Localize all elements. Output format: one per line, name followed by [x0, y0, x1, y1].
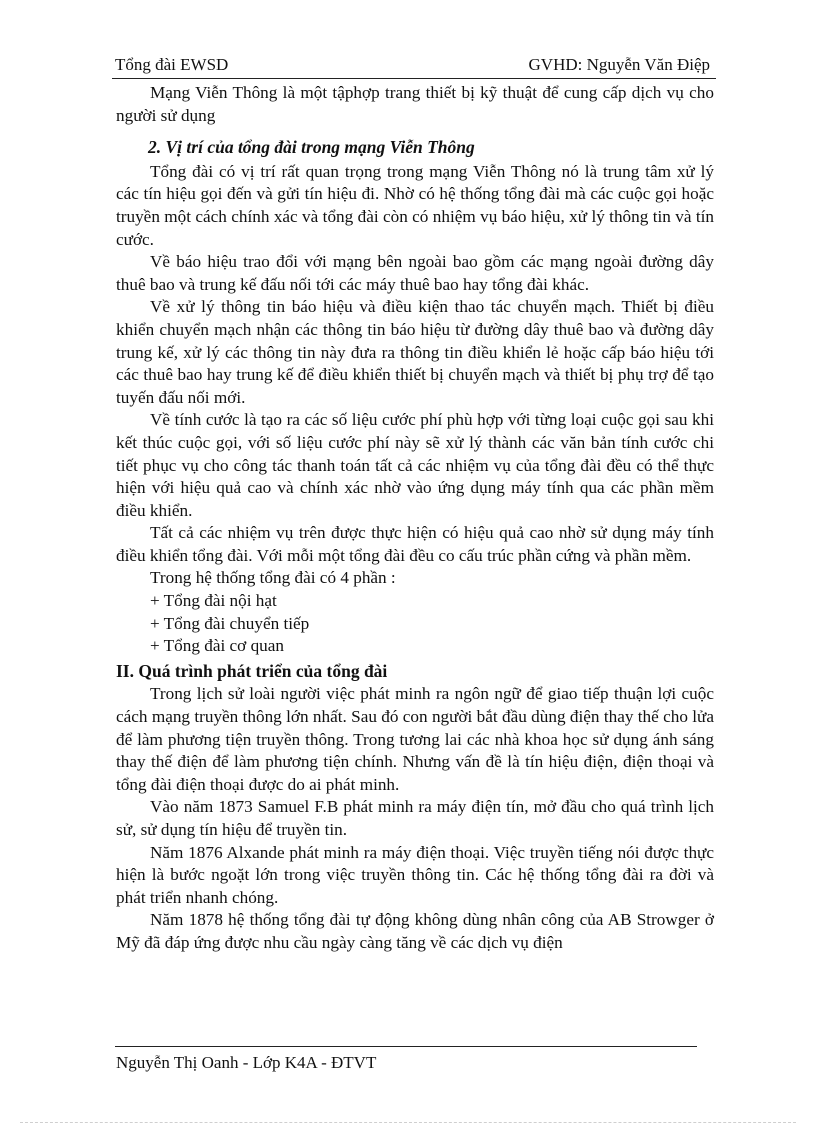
- list-item: + Tổng đài nội hạt: [150, 591, 277, 611]
- paragraph-3: Về xử lý thông tin báo hiệu và điều kiện thao tác chuyển mạch. Thiết bị điều khiển chuyển mạch nhận các thông tin báo hiệu từ đường dây thuê bao và đường dây trung kế, xử lý các thông tin này đưa ra thông tin điều khiển lẻ hoặc cấp báo hiệu tới các thuê bao hay trung kế để điều khiển thiết bị chuyển mạch và thiết bị phụ trợ để tạo tuyến đấu nối mới.: [116, 297, 714, 407]
- footer-divider: [115, 1046, 697, 1047]
- header-supervisor: GVHD: Nguyễn Văn Điệp: [528, 55, 710, 74]
- paragraph-9: Năm 1878 hệ thống tổng đài tự động không dùng nhân công của AB Strowger ở Mỹ đã đáp ứng được nhu cầu ngày càng tăng về các dịch vụ điện: [116, 910, 714, 952]
- header-title: Tổng đài EWSD: [115, 55, 229, 74]
- page-body: [116, 82, 714, 955]
- paragraph-7: Vào năm 1873 Samuel F.B phát minh ra máy điện tín, mở đầu cho quá trình lịch sử, sử dụng tín hiệu để truyền tin.: [116, 797, 714, 839]
- section-heading-2: 2. Vị trí của tổng đài trong mạng Viễn Thông: [148, 137, 475, 158]
- list-item: + Tổng đài cơ quan: [150, 636, 284, 656]
- section-heading-II: II. Quá trình phát triển của tổng đài: [116, 660, 388, 681]
- paragraph-1: Tổng đài có vị trí rất quan trọng trong mạng Viễn Thông nó là trung tâm xử lý các tín hiệu gọi đến và gửi tín hiệu đi. Nhờ có hệ thống tổng đài mà các cuộc gọi hoặc truyền một cách chính xác và tổng đài còn có nhiệm vụ báo hiệu, xử lý thông tin và tín cước.: [116, 161, 714, 249]
- list-intro: Trong hệ thống tổng đài có 4 phần :: [150, 568, 396, 588]
- paragraph-4: Về tính cước là tạo ra các số liệu cước phí phù hợp với từng loại cuộc gọi sau khi kết thúc cuộc gọi, với số liệu cước phí này sẽ xử lý thành các văn bản tính cước chi tiết phục vụ cho công tác thanh toán tất cả các nhiệm vụ của tổng đài đều có thể thực hiện với hiệu quả cao và chính xác nhờ vào ứng dụng máy tính qua các phần mềm điều khiển.: [116, 410, 714, 520]
- paragraph-5: Tất cả các nhiệm vụ trên được thực hiện có hiệu quả cao nhờ sử dụng máy tính điều khiển tổng đài. Với mỗi một tổng đài đều co cấu trúc phần cứng và phần mềm.: [116, 523, 714, 565]
- page-footer: Nguyễn Thị Oanh - Lớp K4A - ĐTVT: [116, 1053, 377, 1072]
- paragraph-6: Trong lịch sử loài người việc phát minh ra ngôn ngữ để giao tiếp thuận lợi cuộc cách mạng truyền thông lớn nhất. Sau đó con người bắt đầu dùng điện thay thế cho lửa để làm phương tiện truyền thông. Trong tương lai các nhà khoa học sử dụng ánh sáng thay thế điện để làm phương tiện chính. Nhưng vấn đề là tín hiệu điện, điện thoại và tổng đài điện thoại được do ai phát minh.: [116, 684, 714, 794]
- paragraph-2: Về báo hiệu trao đổi với mạng bên ngoài bao gồm các mạng ngoài đường dây thuê bao và trung kế đấu nối tới các máy thuê bao hay tổng đài khác.: [116, 252, 714, 294]
- paragraph-8: Năm 1876 Alxande phát minh ra máy điện thoại. Việc truyền tiếng nói được thực hiện là bước ngoặt lớn trong việc truyền thông tin. Các hệ thống tổng đài ra đời và phát triển nhanh chóng.: [116, 842, 714, 907]
- page-header: [112, 52, 716, 79]
- list-item: + Tổng đài chuyển tiếp: [150, 613, 310, 633]
- paragraph-intro: Mạng Viễn Thông là một tậphợp trang thiết bị kỹ thuật để cung cấp dịch vụ cho người sử dụng: [116, 83, 714, 125]
